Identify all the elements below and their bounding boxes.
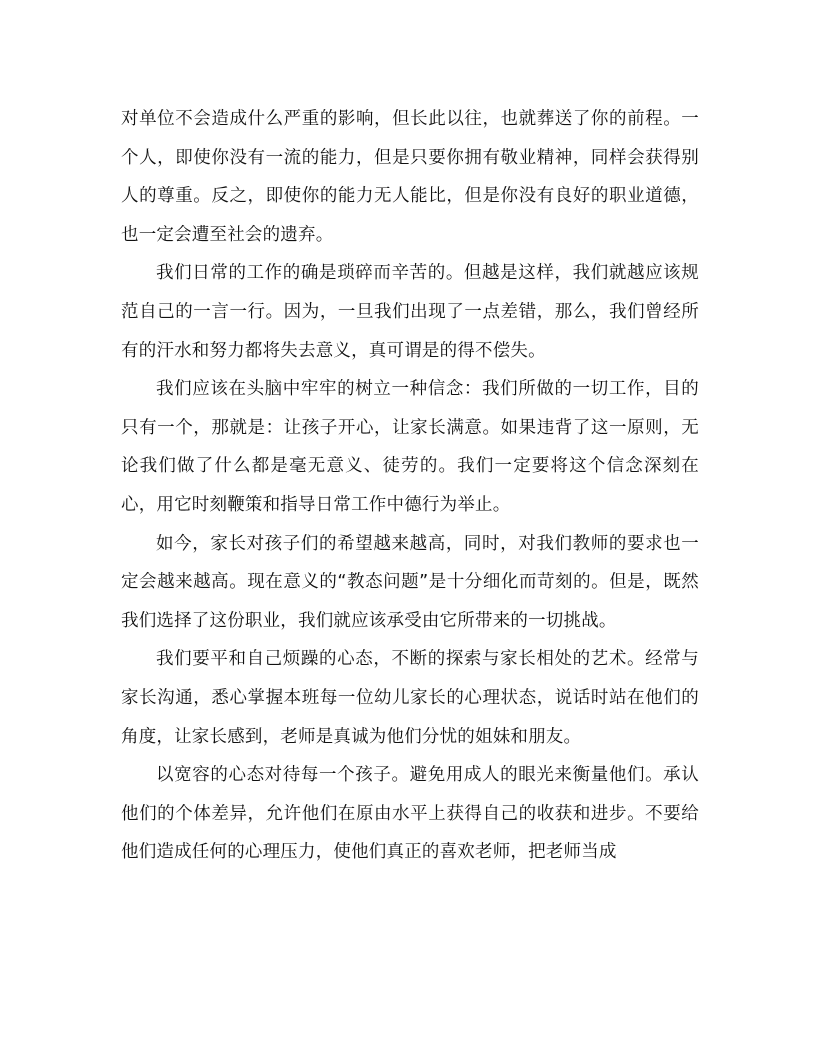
paragraph-1: 对单位不会造成什么严重的影响，但长此以往，也就葬送了你的前程。一个人，即使你没有一流的能力，但是只要你拥有敬业精神，同样会获得别人的尊重。反之，即使你的能力无人能比，但是你没有良好的职业道德，也一定会遭至社会的遗弃。 [121, 109, 699, 245]
paragraph-2: 我们日常的工作的确是琐碎而辛苦的。但越是这样，我们就越应该规范自己的一言一行。因为，一旦我们出现了一点差错，那么，我们曾经所有的汗水和努力都将失去意义，真可谓是的得不偿失。 [121, 263, 699, 361]
paragraph-4: 如今，家长对孩子们的希望越来越高，同时，对我们教师的要求也一定会越来越高。现在意义的“教态问题”是十分细化而苛刻的。但是，既然我们选择了这份职业，我们就应该承受由它所带来的一切挑战。 [121, 533, 699, 631]
paragraph-6: 以宽容的心态对待每一个孩子。避免用成人的眼光来衡量他们。承认他们的个体差异，允许他们在原由水平上获得自己的收获和进步。不要给他们造成任何的心理压力，使他们真正的喜欢老师，把老师当成 [121, 765, 699, 863]
paragraph-5: 我们要平和自己烦躁的心态，不断的探索与家长相处的艺术。经常与家长沟通，悉心掌握本班每一位幼儿家长的心理状态，说话时站在他们的角度，让家长感到，老师是真诚为他们分忧的姐妹和朋友。 [121, 649, 699, 747]
document-body [121, 100, 699, 872]
paragraph-3: 我们应该在头脑中牢牢的树立一种信念：我们所做的一切工作，目的只有一个，那就是：让孩子开心，让家长满意。如果违背了这一原则，无论我们做了什么都是毫无意义、徒劳的。我们一定要将这个信念深刻在心，用它时刻鞭策和指导日常工作中德行为举止。 [121, 379, 699, 515]
